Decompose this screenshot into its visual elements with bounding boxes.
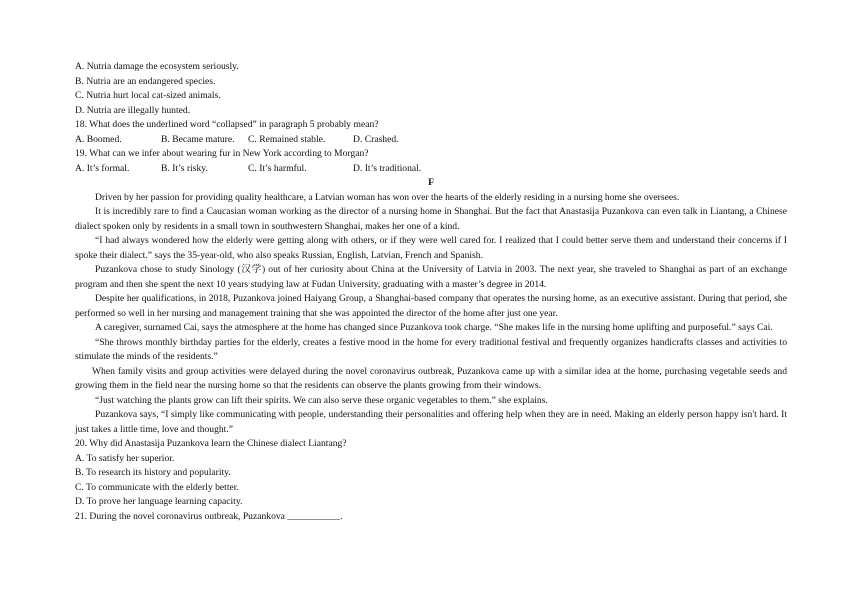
paragraph-1: Driven by her passion for providing quality healthcare, a Latvian woman has won over the hearts of the elderly residing in a nursing home she oversees.	[95, 191, 680, 203]
q19-option-d: D. It’s traditional.	[353, 162, 422, 174]
paragraph-4: Puzankova chose to study Sinology (汉学) out of her curiosity about China at the University of Latvia in 2003. The next year, she traveled to Shanghai as part of an exchange program and then she spent the next 10 years studying law at Fudan University, graduating with a master’s degree in 2014.	[75, 264, 787, 290]
paragraph-6: A caregiver, surnamed Cai, says the atmosphere at the home has changed since Puzankova took charge. “She makes life in the nursing home uplifting and purposeful.” says Cai.	[95, 322, 773, 333]
q18-option-b: B. Became mature.	[161, 133, 235, 145]
paragraph-9: “Just watching the plants grow can lift their spirits. We can also serve these organic vegetables to them.” she explains.	[95, 394, 548, 406]
q17-option-c: C. Nutria hurt local cat-sized animals.	[75, 90, 221, 101]
q18-question: 18. What does the underlined word “collapsed” in paragraph 5 probably mean?	[75, 119, 379, 130]
q18-option-c: C. Remained stable.	[248, 133, 326, 145]
document-page	[75, 60, 787, 524]
q19-question: 19. What can we infer about wearing fur in New York according to Morgan?	[75, 148, 369, 159]
q17-option-d: D. Nutria are illegally hunted.	[75, 104, 191, 116]
paragraph-10: Puzankova says, “I simply like communicating with people, understanding their personalities and offering help when they are in need. Making an elderly person happy isn't hard. It just takes a little time, love and thought.”	[75, 409, 787, 435]
paragraph-2: It is incredibly rare to find a Caucasian woman working as the director of a nursing home in Shanghai. But the fact that Anastasija Puzankova can even talk in Liantang, a Chinese dialect spoken only by residents in a small town in southwestern Shanghai, makes her one of a kind.	[75, 206, 787, 232]
q17-option-b: B. Nutria are an endangered species.	[75, 75, 216, 87]
q19-option-a: A. It’s formal.	[75, 162, 130, 174]
q18-options	[75, 133, 787, 148]
paragraph-8: When family visits and group activities were delayed during the novel coronavirus outbreak, Puzankova came up with a similar idea at the home, purchasing vegetable seeds and growing them in the field near the nursing home so that the residents can observe the plants growing from their windows.	[75, 365, 787, 391]
paragraph-3: “I had always wondered how the elderly were getting along with others, or if they were well cared for. I realized that I could better serve them and understand their concerns if I spoke their dialect.” says the 35-year-old, who also speaks Russian, English, Latvian, French and Spanish.	[75, 235, 787, 261]
q17-option-a: A. Nutria damage the ecosystem seriously.	[75, 61, 239, 72]
paragraph-5: Despite her qualifications, in 2018, Puzankova joined Haiyang Group, a Shanghai-based company that operates the nursing home, as an executive assistant. During that period, she performed so well in her nursing and management training that she was appointed the director of the home after just one year.	[75, 293, 787, 319]
q21-question: 21. During the novel coronavirus outbreak, Puzankova ___________.	[75, 510, 343, 522]
q19-options	[75, 162, 787, 177]
section-heading: F	[428, 177, 434, 188]
q20-option-d: D. To prove her language learning capacity.	[75, 496, 243, 507]
q19-option-b: B. It’s risky.	[161, 162, 208, 174]
paragraph-7: “She throws monthly birthday parties for the elderly, creates a festive mood in the home for every traditional festival and frequently organizes handicrafts classes and activities to stimulate the minds of the residents.”	[75, 336, 787, 362]
q20-option-b: B. To research its history and popularity.	[75, 467, 231, 478]
q19-option-c: C. It’s harmful.	[248, 162, 307, 174]
q20-option-c: C. To communicate with the elderly better.	[75, 481, 239, 493]
q20-question: 20. Why did Anastasija Puzankova learn the Chinese dialect Liantang?	[75, 438, 347, 449]
q18-option-d: D. Crashed.	[353, 133, 399, 145]
q20-option-a: A. To satisfy her superior.	[75, 452, 175, 464]
q18-option-a: A. Boomed.	[75, 133, 122, 145]
